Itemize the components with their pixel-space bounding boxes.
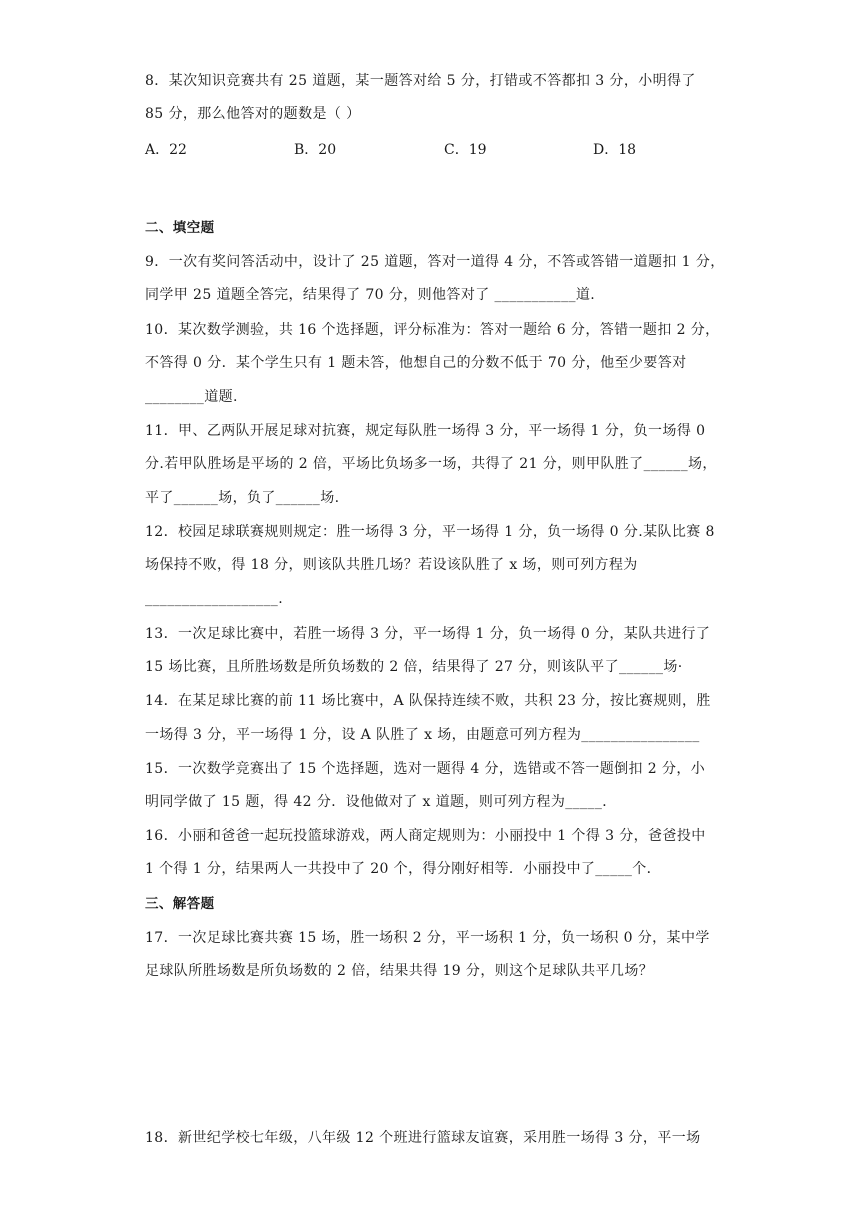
q11-line1: 11．甲、乙两队开展足球对抗赛，规定每队胜一场得 3 分，平一场得 1 分，负一场得 0 xyxy=(145,423,706,439)
q8-option-a: A．22 xyxy=(145,142,187,158)
q16-line1: 16．小丽和爸爸一起玩投篮球游戏，两人商定规则为：小丽投中 1 个得 3 分，爸爸投中 xyxy=(145,828,706,844)
q15-line1: 15．一次数学竞赛出了 15 个选择题，选对一题得 4 分，选错或不答一题倒扣 2 分，小 xyxy=(145,761,706,777)
q14-line1: 14．在某足球比赛的前 11 场比赛中，A 队保持连续不败，共积 23 分，按比赛规则，胜 xyxy=(145,693,711,709)
q11-line2: 分.若甲队胜场是平场的 2 倍，平场比负场多一场，共得了 21 分，则甲队胜了______场， xyxy=(145,456,717,472)
q12-line1: 12．校园足球联赛规则规定：胜一场得 3 分，平一场得 1 分，负一场得 0 分.某队比赛 8 xyxy=(145,524,715,540)
q17-line2: 足球队所胜场数是所负场数的 2 倍，结果共得 19 分，则这个足球队共平几场？ xyxy=(145,963,654,979)
q17-line1: 17．一次足球比赛共赛 15 场，胜一场积 2 分，平一场积 1 分，负一场积 0 分，某中学 xyxy=(145,930,710,946)
q9-line1: 9．一次有奖问答活动中，设计了 25 道题，答对一道得 4 分，不答或答错一道题扣 1 分， xyxy=(145,254,725,270)
q12-line2: 场保持不败，得 18 分，则该队共胜几场？若设该队胜了 x 场，则可列方程为 xyxy=(145,557,638,573)
q14-line2: 一场得 3 分，平一场得 1 分，设 A 队胜了 x 场，由题意可列方程为________________ xyxy=(145,727,700,743)
q12-line3: __________________. xyxy=(145,591,284,607)
section-fill-in-heading: 二、填空题 xyxy=(145,220,215,236)
q8-option-c: C．19 xyxy=(444,142,487,158)
q8-option-b: B．20 xyxy=(294,142,337,158)
q8-line2: 85 分，那么他答对的题数是（ ） xyxy=(145,106,361,122)
q13-line1: 13．一次足球比赛中，若胜一场得 3 分，平一场得 1 分，负一场得 0 分，某队共进行了 xyxy=(145,626,711,642)
q15-line2: 明同学做了 15 题，得 42 分．设他做对了 x 道题，则可列方程为_____． xyxy=(145,794,617,810)
q10-line2: 不答得 0 分．某个学生只有 1 题未答，他想自己的分数不低于 70 分，他至少要答对 xyxy=(145,355,687,371)
q8-line1: 8．某次知识竞赛共有 25 道题，某一题答对给 5 分，打错或不答都扣 3 分，小明得了 xyxy=(145,73,696,89)
q13-line2: 15 场比赛，且所胜场数是所负场数的 2 倍，结果得了 27 分，则该队平了______场· xyxy=(145,659,683,675)
q16-line2: 1 个得 1 分，结果两人一共投中了 20 个，得分刚好相等．小丽投中了_____个． xyxy=(145,861,662,877)
section-answer-heading: 三、解答题 xyxy=(145,896,215,912)
q18-line1: 18．新世纪学校七年级，八年级 12 个班进行篮球友谊赛，采用胜一场得 3 分，平一场 xyxy=(145,1130,701,1146)
q10-line1: 10．某次数学测验，共 16 个选择题，评分标准为：答对一题给 6 分，答错一题扣 2 分， xyxy=(145,322,720,338)
q11-line3: 平了______场，负了______场. xyxy=(145,490,340,506)
q8-option-d: D．18 xyxy=(593,142,637,158)
q9-line2: 同学甲 25 道题全答完，结果得了 70 分，则他答对了 ___________道. xyxy=(145,287,596,303)
q10-line3: ________道题. xyxy=(145,389,238,405)
